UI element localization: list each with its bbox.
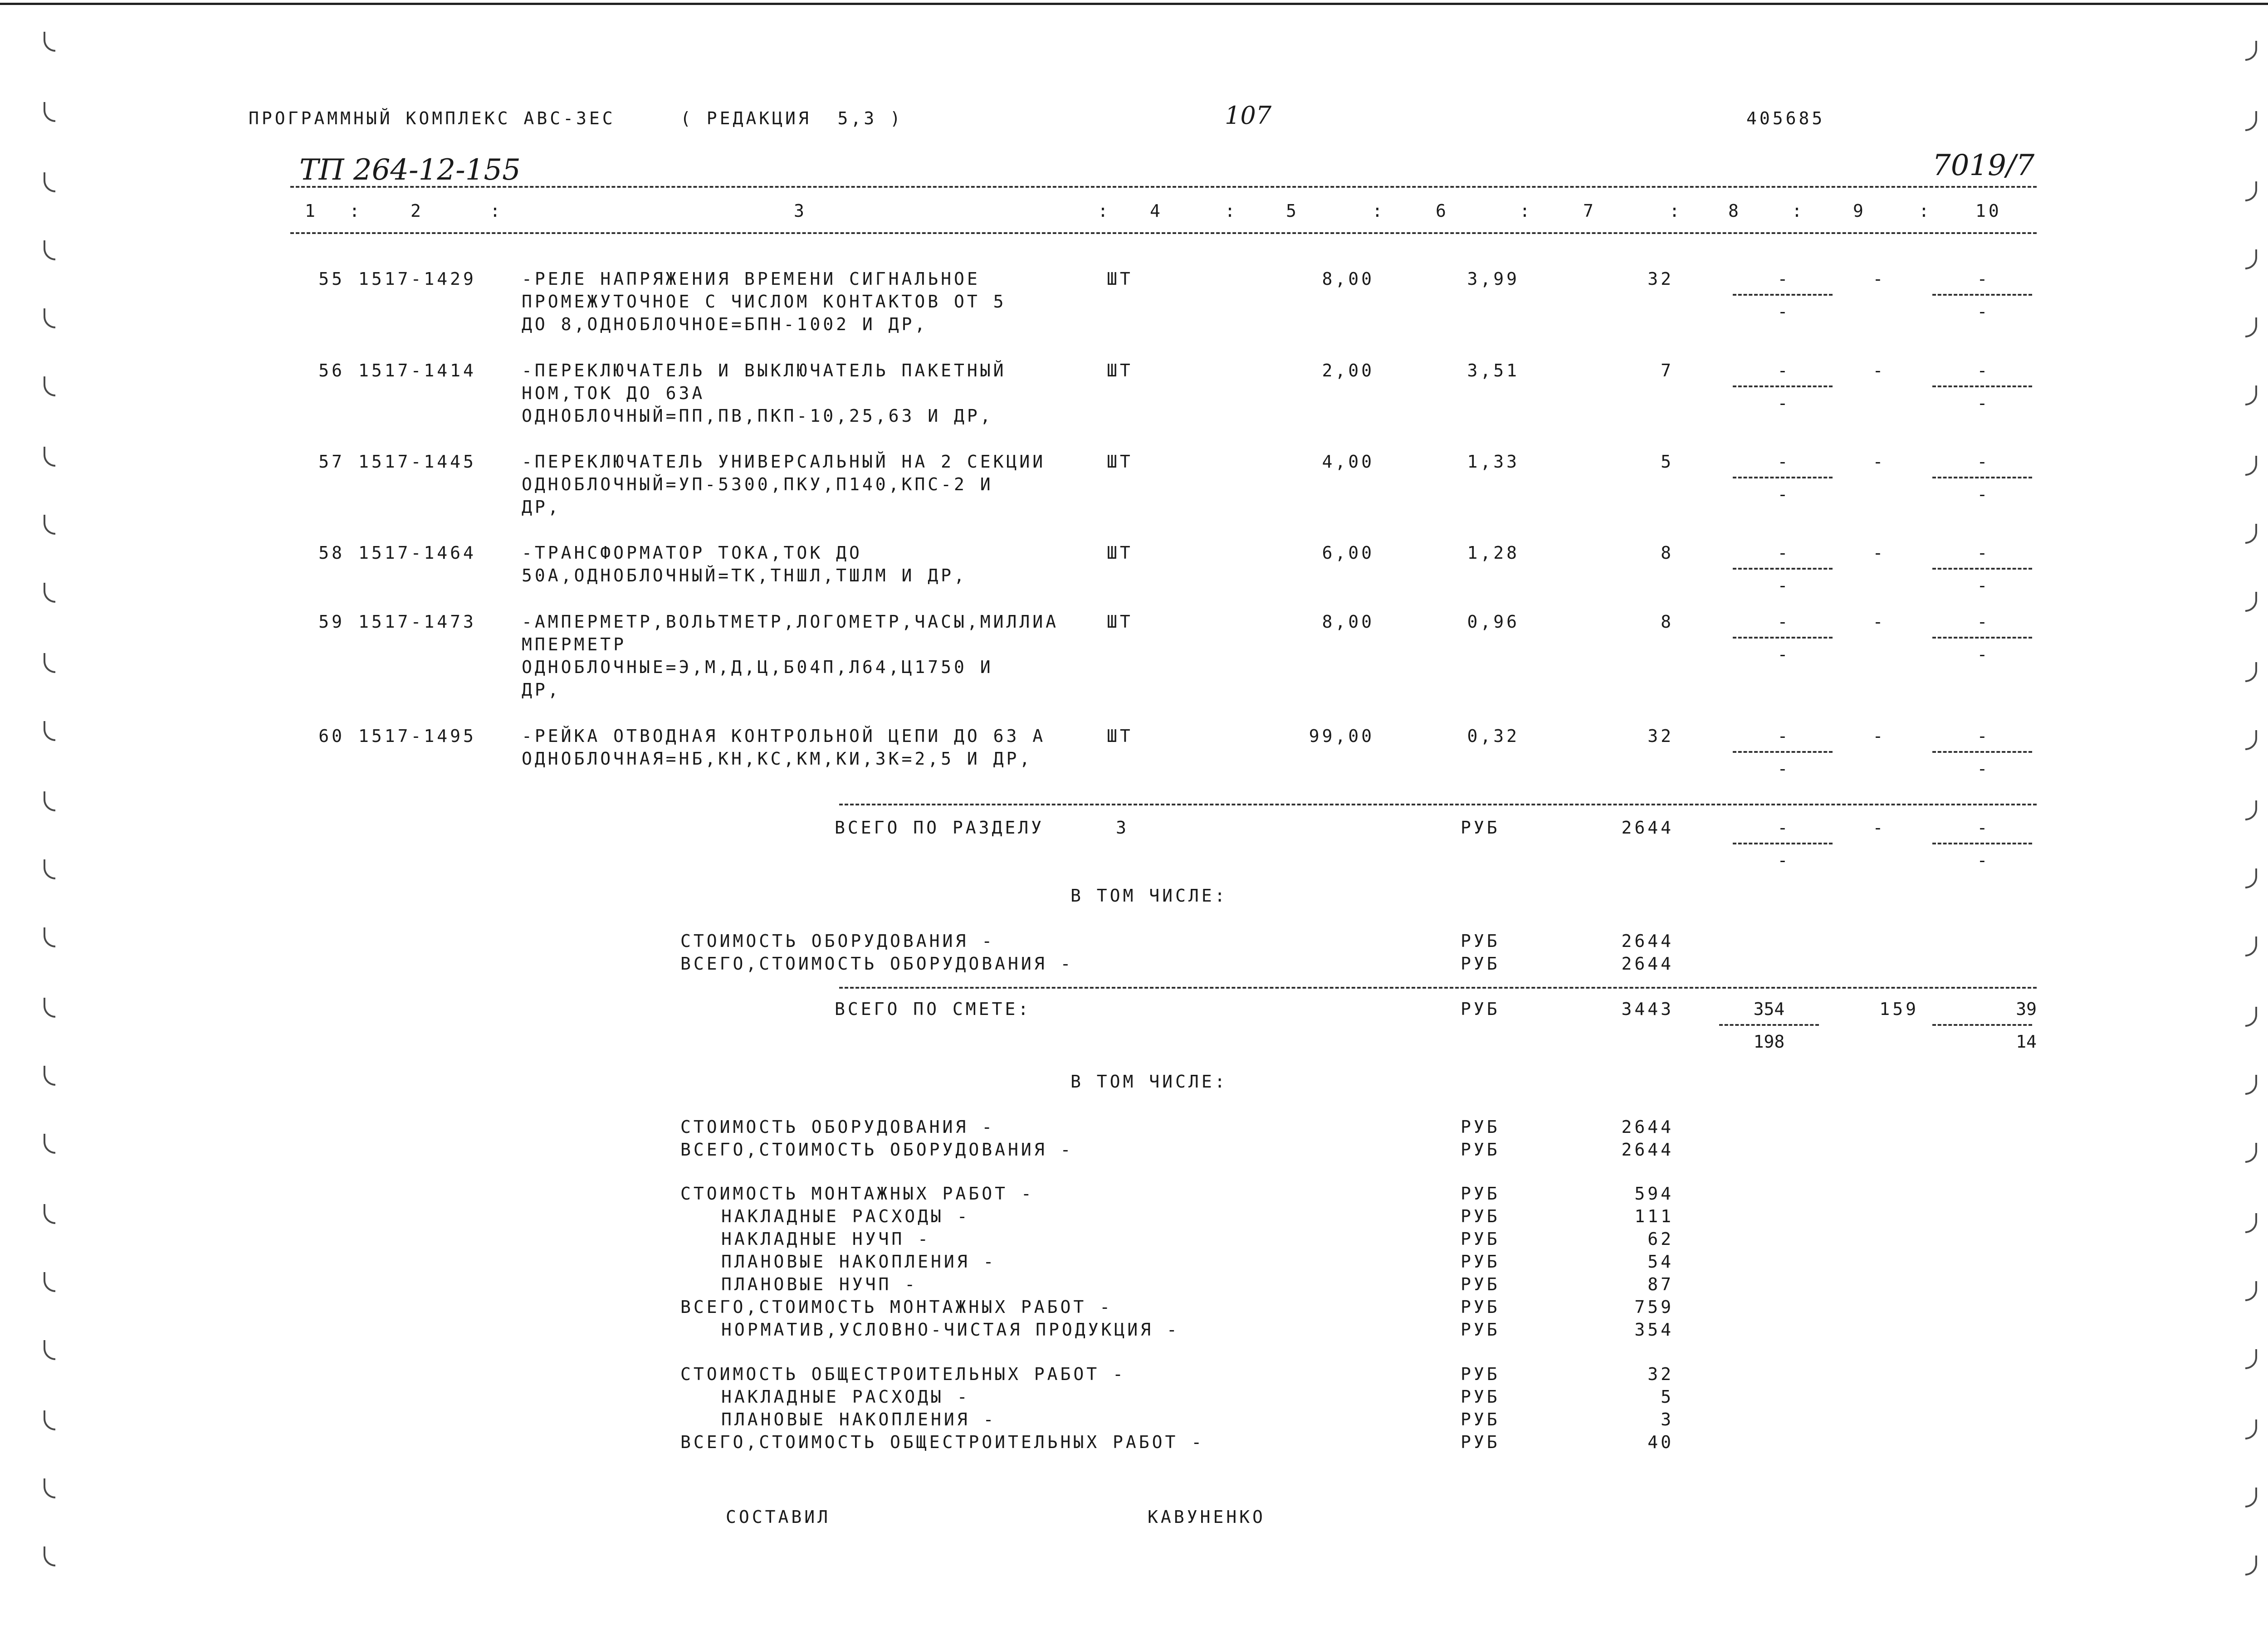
row-price: 3,51 bbox=[1467, 361, 1520, 380]
row-col10-bottom-value: - bbox=[1977, 393, 1988, 413]
row-description-line: -ПЕРЕКЛЮЧАТЕЛЬ УНИВЕРСАЛЬНЫЙ НА 2 СЕКЦИИ bbox=[522, 452, 1046, 472]
installation-breakdown-value: 594 bbox=[1634, 1184, 1674, 1204]
row-description-line: ДО 8,ОДНОБЛОЧНОЕ=БПН-1002 И ДР, bbox=[522, 314, 928, 334]
feed-hole bbox=[2245, 1075, 2257, 1095]
column-separator: : bbox=[349, 201, 362, 221]
row-col10-cell bbox=[1928, 541, 2037, 610]
estimate-col8-top-value: 354 bbox=[1753, 999, 1785, 1019]
section-col10-bottom-value: - bbox=[1977, 850, 1988, 870]
feed-hole bbox=[44, 998, 55, 1018]
estimate-col8-bottom-value: 198 bbox=[1753, 1032, 1785, 1052]
section-breakdown-value: 2644 bbox=[1621, 954, 1674, 974]
row-col10-divider bbox=[1932, 637, 2032, 639]
feed-hole bbox=[44, 1204, 55, 1224]
construction-breakdown-unit: РУБ bbox=[1461, 1410, 1500, 1429]
row-col8-cell bbox=[1728, 359, 1837, 427]
edition: ( РЕДАКЦИЯ 5,3 ) bbox=[680, 108, 903, 128]
feed-hole bbox=[2245, 937, 2257, 956]
row-code: 1517-1464 bbox=[358, 543, 476, 563]
row-price: 3,99 bbox=[1467, 269, 1520, 289]
row-col8-bottom-value: - bbox=[1777, 302, 1788, 322]
row-col10-top-value: - bbox=[1977, 361, 1988, 380]
compiled-by: КАВУНЕНКО bbox=[1148, 1507, 1266, 1527]
estimate-total-unit: РУБ bbox=[1461, 999, 1500, 1019]
feed-hole bbox=[44, 1066, 55, 1086]
row-unit: ШТ bbox=[1107, 726, 1133, 746]
row-price: 1,33 bbox=[1467, 452, 1520, 472]
row-total: 7 bbox=[1661, 361, 1674, 380]
column-header-rule bbox=[290, 232, 2037, 234]
row-description-line: -АМПЕРМЕТР,ВОЛЬТМЕТР,ЛОГОМЕТР,ЧАСЫ,МИЛЛИА bbox=[522, 612, 1059, 632]
feed-hole bbox=[44, 1272, 55, 1292]
row-col10-bottom-value: - bbox=[1977, 759, 1988, 779]
feed-hole bbox=[2245, 385, 2257, 405]
row-col8-bottom-value: - bbox=[1777, 484, 1788, 504]
construction-breakdown-value: 40 bbox=[1647, 1432, 1674, 1452]
row-unit: ШТ bbox=[1107, 612, 1133, 632]
row-col8-cell bbox=[1728, 450, 1837, 518]
section-col8-top-value: - bbox=[1777, 818, 1788, 838]
construction-breakdown-label: ПЛАНОВЫЕ НАКОПЛЕНИЯ - bbox=[721, 1410, 997, 1429]
installation-breakdown-unit: РУБ bbox=[1461, 1184, 1500, 1204]
row-col9: - bbox=[1872, 726, 1883, 746]
installation-breakdown-unit: РУБ bbox=[1461, 1320, 1500, 1340]
row-col8-bottom-value: - bbox=[1777, 644, 1788, 664]
section-col8-cell bbox=[1728, 816, 1837, 884]
section-col8-bottom-value: - bbox=[1777, 850, 1788, 870]
row-description-line: 50А,ОДНОБЛОЧНЫЙ=ТК,ТНШЛ,ТШЛМ И ДР, bbox=[522, 566, 967, 585]
feed-hole bbox=[44, 583, 55, 603]
row-code: 1517-1429 bbox=[358, 269, 476, 289]
compiled-label: СОСТАВИЛ bbox=[726, 1507, 831, 1527]
program-name: ПРОГРАММНЫЙ КОМПЛЕКС АВС-3ЕС bbox=[249, 108, 616, 128]
column-number: 2 bbox=[411, 201, 424, 221]
section-col10-divider bbox=[1932, 843, 2032, 844]
column-number: 3 bbox=[794, 201, 807, 221]
row-col8-cell bbox=[1728, 725, 1837, 793]
row-col8-cell bbox=[1728, 610, 1837, 678]
row-code: 1517-1473 bbox=[358, 612, 476, 632]
row-description-line: ДР, bbox=[522, 680, 561, 700]
construction-breakdown-label: ВСЕГО,СТОИМОСТЬ ОБЩЕСТРОИТЕЛЬНЫХ РАБОТ - bbox=[680, 1432, 1205, 1452]
row-number: 56 bbox=[318, 361, 345, 380]
construction-breakdown-label: СТОИМОСТЬ ОБЩЕСТРОИТЕЛЬНЫХ РАБОТ - bbox=[680, 1364, 1126, 1384]
installation-breakdown-unit: РУБ bbox=[1461, 1252, 1500, 1272]
row-description-line: -РЕЙКА ОТВОДНАЯ КОНТРОЛЬНОЙ ЦЕПИ ДО 63 А bbox=[522, 726, 1046, 746]
feed-hole bbox=[2245, 1281, 2257, 1301]
estimate-col8-divider bbox=[1719, 1024, 1819, 1026]
section-total-label: ВСЕГО ПО РАЗДЕЛУ bbox=[835, 818, 1045, 838]
feed-hole bbox=[2245, 249, 2257, 269]
row-col8-divider bbox=[1733, 568, 1833, 570]
installation-breakdown-value: 354 bbox=[1634, 1320, 1674, 1340]
row-col8-bottom-value: - bbox=[1777, 759, 1788, 779]
installation-breakdown-value: 62 bbox=[1647, 1229, 1674, 1249]
feed-hole bbox=[44, 32, 55, 52]
row-col8-cell bbox=[1728, 541, 1837, 610]
row-total: 8 bbox=[1661, 543, 1674, 563]
feed-hole bbox=[2245, 181, 2257, 201]
row-code: 1517-1495 bbox=[358, 726, 476, 746]
feed-hole bbox=[2245, 1007, 2257, 1027]
section-number: 3 bbox=[1116, 818, 1129, 838]
row-quantity: 8,00 bbox=[1322, 612, 1374, 632]
column-number: 8 bbox=[1728, 201, 1741, 221]
feed-hole bbox=[44, 1410, 55, 1430]
feed-hole bbox=[2245, 730, 2257, 750]
feed-hole bbox=[2245, 662, 2257, 682]
section-col9: - bbox=[1872, 818, 1883, 838]
including-heading-1: В ТОМ ЧИСЛЕ: bbox=[1070, 886, 1228, 906]
row-col9: - bbox=[1872, 269, 1883, 289]
including-heading-2: В ТОМ ЧИСЛЕ: bbox=[1070, 1072, 1228, 1092]
document-code: 405685 bbox=[1746, 108, 1825, 128]
row-quantity: 99,00 bbox=[1309, 726, 1374, 746]
feed-hole bbox=[2245, 1143, 2257, 1163]
section-total-value: 2644 bbox=[1621, 818, 1674, 838]
construction-breakdown-value: 32 bbox=[1647, 1364, 1674, 1384]
row-description-line: ПРОМЕЖУТОЧНОЕ С ЧИСЛОМ КОНТАКТОВ ОТ 5 bbox=[522, 292, 1007, 312]
top-border bbox=[0, 3, 2268, 5]
row-col8-top-value: - bbox=[1777, 269, 1788, 289]
row-col8-divider bbox=[1733, 477, 1833, 478]
construction-breakdown-value: 3 bbox=[1661, 1410, 1674, 1429]
row-col10-top-value: - bbox=[1977, 543, 1988, 563]
row-number: 58 bbox=[318, 543, 345, 563]
row-col8-divider bbox=[1733, 294, 1833, 296]
installation-breakdown-label: НАКЛАДНЫЕ НУЧП - bbox=[721, 1229, 931, 1249]
installation-breakdown-label: ПЛАНОВЫЕ НАКОПЛЕНИЯ - bbox=[721, 1252, 997, 1272]
row-col8-bottom-value: - bbox=[1777, 576, 1788, 595]
row-col10-divider bbox=[1932, 751, 2032, 753]
feed-hole bbox=[44, 1478, 55, 1498]
row-total: 32 bbox=[1647, 726, 1674, 746]
column-separator: : bbox=[490, 201, 503, 221]
installation-breakdown-value: 54 bbox=[1647, 1252, 1674, 1272]
row-description-line: МПЕРМЕТР bbox=[522, 634, 627, 654]
estimate-col10-top-value: 39 bbox=[2016, 999, 2037, 1019]
row-col10-top-value: - bbox=[1977, 612, 1988, 632]
equipment-breakdown-value: 2644 bbox=[1621, 1140, 1674, 1160]
row-number: 55 bbox=[318, 269, 345, 289]
row-description-line: ОДНОБЛОЧНЫЙ=ПП,ПВ,ПКП-10,25,63 И ДР, bbox=[522, 406, 993, 426]
equipment-breakdown-label: ВСЕГО,СТОИМОСТЬ ОБОРУДОВАНИЯ - bbox=[680, 1140, 1074, 1160]
row-col10-cell bbox=[1928, 359, 2037, 427]
installation-breakdown-label: НАКЛАДНЫЕ РАСХОДЫ - bbox=[721, 1206, 970, 1226]
row-col10-cell bbox=[1928, 725, 2037, 793]
row-number: 60 bbox=[318, 726, 345, 746]
row-col9: - bbox=[1872, 452, 1883, 472]
column-separator: : bbox=[1792, 201, 1805, 221]
project-number: ТП 264-12-155 bbox=[299, 153, 521, 187]
estimate-total-value: 3443 bbox=[1621, 999, 1674, 1019]
feed-hole bbox=[2245, 456, 2257, 476]
row-col8-cell bbox=[1728, 268, 1837, 336]
feed-hole bbox=[2245, 1213, 2257, 1233]
feed-hole bbox=[44, 447, 55, 467]
installation-breakdown-unit: РУБ bbox=[1461, 1229, 1500, 1249]
installation-breakdown-label: СТОИМОСТЬ МОНТАЖНЫХ РАБОТ - bbox=[680, 1184, 1034, 1204]
row-col10-cell bbox=[1928, 610, 2037, 678]
feed-hole bbox=[2245, 868, 2257, 888]
feed-hole bbox=[44, 1134, 55, 1154]
page-number: 107 bbox=[1225, 101, 1272, 130]
row-col10-divider bbox=[1932, 477, 2032, 478]
equipment-breakdown-value: 2644 bbox=[1621, 1117, 1674, 1137]
feed-hole bbox=[44, 927, 55, 947]
column-number: 6 bbox=[1436, 201, 1449, 221]
column-separator: : bbox=[1225, 201, 1238, 221]
column-separator: : bbox=[1919, 201, 1932, 221]
equipment-breakdown-unit: РУБ bbox=[1461, 1117, 1500, 1137]
row-col10-divider bbox=[1932, 294, 2032, 296]
feed-hole bbox=[2245, 1349, 2257, 1369]
row-col8-top-value: - bbox=[1777, 612, 1788, 632]
row-col10-divider bbox=[1932, 568, 2032, 570]
estimate-col10-bottom-value: 14 bbox=[2016, 1032, 2037, 1052]
feed-hole bbox=[44, 1546, 55, 1566]
row-quantity: 8,00 bbox=[1322, 269, 1374, 289]
installation-breakdown-unit: РУБ bbox=[1461, 1274, 1500, 1294]
row-col10-top-value: - bbox=[1977, 269, 1988, 289]
feed-hole bbox=[2245, 592, 2257, 612]
estimate-col8-cell bbox=[1715, 998, 1823, 1066]
row-col8-bottom-value: - bbox=[1777, 393, 1788, 413]
feed-hole bbox=[2245, 524, 2257, 544]
row-col9: - bbox=[1872, 612, 1883, 632]
section-breakdown-value: 2644 bbox=[1621, 931, 1674, 951]
column-number: 7 bbox=[1583, 201, 1596, 221]
feed-hole bbox=[2245, 1556, 2257, 1575]
column-separator: : bbox=[1098, 201, 1111, 221]
estimate-col10-cell bbox=[1928, 998, 2037, 1066]
column-number: 5 bbox=[1286, 201, 1299, 221]
row-description-line: ДР, bbox=[522, 497, 561, 517]
row-price: 1,28 bbox=[1467, 543, 1520, 563]
feed-hole bbox=[2245, 1419, 2257, 1439]
row-quantity: 6,00 bbox=[1322, 543, 1374, 563]
construction-breakdown-label: НАКЛАДНЫЕ РАСХОДЫ - bbox=[721, 1387, 970, 1407]
row-price: 0,96 bbox=[1467, 612, 1520, 632]
installation-breakdown-label: НОРМАТИВ,УСЛОВНО-ЧИСТАЯ ПРОДУКЦИЯ - bbox=[721, 1320, 1180, 1340]
row-col8-divider bbox=[1733, 385, 1833, 387]
row-description-line: ОДНОБЛОЧНЫЕ=Э,М,Д,Ц,Б04П,Л64,Ц1750 И bbox=[522, 657, 993, 677]
feed-hole bbox=[2245, 111, 2257, 131]
row-col9: - bbox=[1872, 543, 1883, 563]
estimate-total-rule bbox=[839, 987, 2037, 989]
row-col10-top-value: - bbox=[1977, 452, 1988, 472]
row-col8-top-value: - bbox=[1777, 452, 1788, 472]
row-total: 5 bbox=[1661, 452, 1674, 472]
feed-hole bbox=[44, 653, 55, 673]
row-description-line: -ПЕРЕКЛЮЧАТЕЛЬ И ВЫКЛЮЧАТЕЛЬ ПАКЕТНЫЙ bbox=[522, 361, 1007, 380]
column-separator: : bbox=[1372, 201, 1385, 221]
feed-hole bbox=[44, 240, 55, 260]
column-separator: : bbox=[1669, 201, 1682, 221]
section-breakdown-label: СТОИМОСТЬ ОБОРУДОВАНИЯ - bbox=[680, 931, 995, 951]
row-unit: ШТ bbox=[1107, 361, 1133, 380]
row-total: 32 bbox=[1647, 269, 1674, 289]
feed-hole bbox=[44, 308, 55, 328]
row-number: 57 bbox=[318, 452, 345, 472]
installation-breakdown-unit: РУБ bbox=[1461, 1297, 1500, 1317]
installation-breakdown-value: 87 bbox=[1647, 1274, 1674, 1294]
row-quantity: 2,00 bbox=[1322, 361, 1374, 380]
row-total: 8 bbox=[1661, 612, 1674, 632]
section-breakdown-unit: РУБ bbox=[1461, 931, 1500, 951]
row-number: 59 bbox=[318, 612, 345, 632]
row-description-line: НОМ,ТОК ДО 63А bbox=[522, 383, 705, 403]
section-col8-divider bbox=[1733, 843, 1833, 844]
row-code: 1517-1414 bbox=[358, 361, 476, 380]
column-number: 4 bbox=[1150, 201, 1163, 221]
row-col10-top-value: - bbox=[1977, 726, 1988, 746]
construction-breakdown-unit: РУБ bbox=[1461, 1364, 1500, 1384]
section-breakdown-unit: РУБ bbox=[1461, 954, 1500, 974]
row-col8-top-value: - bbox=[1777, 543, 1788, 563]
section-breakdown-label: ВСЕГО,СТОИМОСТЬ ОБОРУДОВАНИЯ - bbox=[680, 954, 1074, 974]
construction-breakdown-unit: РУБ bbox=[1461, 1432, 1500, 1452]
row-col8-top-value: - bbox=[1777, 361, 1788, 380]
column-number: 9 bbox=[1853, 201, 1866, 221]
estimate-col10-divider bbox=[1932, 1024, 2032, 1026]
row-price: 0,32 bbox=[1467, 726, 1520, 746]
column-number: 1 bbox=[305, 201, 318, 221]
row-col10-cell bbox=[1928, 268, 2037, 336]
row-unit: ШТ bbox=[1107, 269, 1133, 289]
construction-breakdown-value: 5 bbox=[1661, 1387, 1674, 1407]
feed-hole bbox=[2245, 800, 2257, 820]
sheet-number: 7019/7 bbox=[1932, 149, 2035, 182]
feed-hole bbox=[44, 102, 55, 122]
feed-hole bbox=[44, 376, 55, 396]
installation-breakdown-unit: РУБ bbox=[1461, 1206, 1500, 1226]
row-unit: ШТ bbox=[1107, 452, 1133, 472]
row-quantity: 4,00 bbox=[1322, 452, 1374, 472]
feed-hole bbox=[44, 859, 55, 879]
column-separator: : bbox=[1520, 201, 1533, 221]
row-col10-divider bbox=[1932, 385, 2032, 387]
row-description-line: ОДНОБЛОЧНАЯ=НБ,КН,КС,КМ,КИ,ЗК=2,5 И ДР, bbox=[522, 749, 1033, 769]
feed-hole bbox=[44, 1340, 55, 1360]
construction-breakdown-unit: РУБ bbox=[1461, 1387, 1500, 1407]
row-col10-cell bbox=[1928, 450, 2037, 518]
section-total-rule bbox=[839, 804, 2037, 805]
section-total-unit: РУБ bbox=[1461, 818, 1500, 838]
row-col9: - bbox=[1872, 361, 1883, 380]
installation-breakdown-value: 759 bbox=[1634, 1297, 1674, 1317]
column-number: 10 bbox=[1975, 201, 2002, 221]
row-code: 1517-1445 bbox=[358, 452, 476, 472]
row-col8-top-value: - bbox=[1777, 726, 1788, 746]
feed-hole bbox=[2245, 41, 2257, 61]
header-rule bbox=[290, 186, 2037, 188]
estimate-total-label: ВСЕГО ПО СМЕТЕ: bbox=[835, 999, 1031, 1019]
row-col8-divider bbox=[1733, 751, 1833, 753]
section-col10-top-value: - bbox=[1977, 818, 1988, 838]
installation-breakdown-label: ВСЕГО,СТОИМОСТЬ МОНТАЖНЫХ РАБОТ - bbox=[680, 1297, 1113, 1317]
feed-hole bbox=[44, 791, 55, 811]
feed-hole bbox=[44, 515, 55, 535]
section-col10-cell bbox=[1928, 816, 2037, 884]
feed-hole bbox=[44, 172, 55, 192]
row-col10-bottom-value: - bbox=[1977, 484, 1988, 504]
row-col8-divider bbox=[1733, 637, 1833, 639]
equipment-breakdown-label: СТОИМОСТЬ ОБОРУДОВАНИЯ - bbox=[680, 1117, 995, 1137]
row-description-line: -РЕЛЕ НАПРЯЖЕНИЯ ВРЕМЕНИ СИГНАЛЬНОЕ bbox=[522, 269, 980, 289]
feed-hole bbox=[44, 721, 55, 741]
installation-breakdown-label: ПЛАНОВЫЕ НУЧП - bbox=[721, 1274, 918, 1294]
installation-breakdown-value: 111 bbox=[1634, 1206, 1674, 1226]
row-col10-bottom-value: - bbox=[1977, 644, 1988, 664]
feed-hole bbox=[2245, 317, 2257, 337]
feed-hole bbox=[2245, 1488, 2257, 1507]
row-col10-bottom-value: - bbox=[1977, 576, 1988, 595]
row-description-line: ОДНОБЛОЧНЫЙ=УП-5300,ПКУ,П140,КПС-2 И bbox=[522, 474, 993, 494]
row-unit: ШТ bbox=[1107, 543, 1133, 563]
row-description-line: -ТРАНСФОРМАТОР ТОКА,ТОК ДО bbox=[522, 543, 862, 563]
estimate-col9: 159 bbox=[1879, 999, 1919, 1019]
row-col10-bottom-value: - bbox=[1977, 302, 1988, 322]
equipment-breakdown-unit: РУБ bbox=[1461, 1140, 1500, 1160]
